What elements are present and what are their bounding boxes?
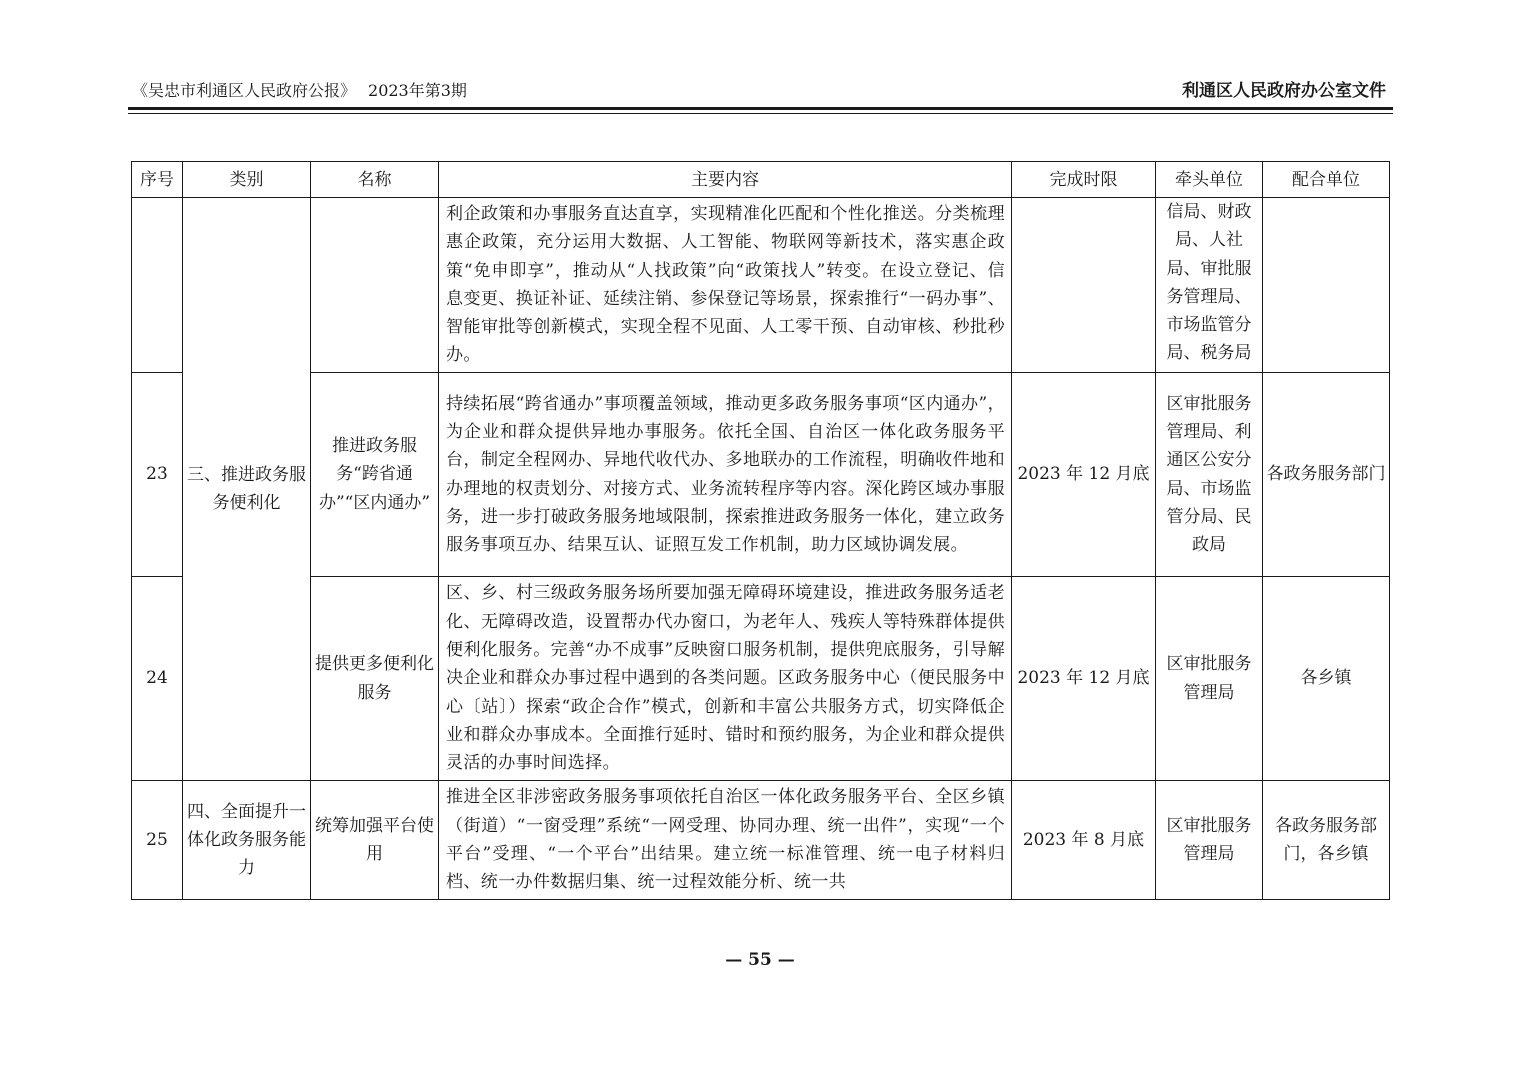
row-no: [132, 198, 183, 373]
row-category: 四、全面提升一体化政务服务能力: [183, 781, 311, 900]
table-row: [132, 781, 1390, 900]
row-coop: 各政务服务部门: [1263, 373, 1390, 577]
header-rule-thin: [128, 113, 1393, 114]
row-lead: 区审批服务管理局、利通区公安分局、市场监管分局、民政局: [1156, 373, 1263, 577]
table-row: [132, 577, 1390, 781]
col-header-category: 类别: [183, 162, 311, 198]
row-name: 推进政务服务“跨省通办”“区内通办”: [311, 373, 439, 577]
running-header-left: [132, 80, 467, 102]
row-deadline: 2023 年 12 月底: [1012, 577, 1156, 781]
row-deadline: [1012, 198, 1156, 373]
table-row: [132, 373, 1390, 577]
table-row: [132, 198, 1390, 373]
col-header-content: 主要内容: [439, 162, 1012, 198]
col-header-no: 序号: [132, 162, 183, 198]
row-name: 统筹加强平台使用: [311, 781, 439, 900]
page-number: — 55 —: [725, 950, 795, 970]
row-name: 提供更多便利化服务: [311, 577, 439, 781]
row-deadline: 2023 年 8 月底: [1012, 781, 1156, 900]
row-no: 24: [132, 577, 183, 781]
col-header-deadline: 完成时限: [1012, 162, 1156, 198]
row-no: 23: [132, 373, 183, 577]
publication-title: 《吴忠市利通区人民政府公报》: [132, 81, 357, 100]
row-content: 持续拓展“跨省通办”事项覆盖领域，推动更多政务服务事项“区内通办”，为企业和群众提供异地办事服务。依托全国、自治区一体化政务服务平台，制定全程网办、异地代收代办、多地联办的工作流程，明确收件地和办理地的权责划分、对接方式、业务流转程序等内容。深化跨区域办事服务，进一步打破政务服务地域限制，探索推进政务服务一体化，建立政务服务事项互办、结果互认、证照互发工作机制，助力区域协调发展。: [439, 373, 1012, 577]
header-rule-thick: [128, 107, 1393, 110]
row-lead: 信局、财政局、人社局、审批服务管理局、市场监管分局、税务局: [1156, 198, 1263, 373]
row-deadline: 2023 年 12 月底: [1012, 373, 1156, 577]
col-header-name: 名称: [311, 162, 439, 198]
row-no: 25: [132, 781, 183, 900]
row-content: 推进全区非涉密政务服务事项依托自治区一体化政务服务平台、全区乡镇（街道）“一窗受理”系统“一网受理、协同办理、统一出件”，实现“一个平台”受理、“一个平台”出结果。建立统一标准管理、统一电子材料归档、统一办件数据归集、统一过程效能分析、统一共: [439, 781, 1012, 900]
row-coop: 各政务服务部门，各乡镇: [1263, 781, 1390, 900]
issue-number: 2023年第3期: [368, 81, 467, 100]
running-header-right: 利通区人民政府办公室文件: [1182, 81, 1386, 101]
row-name: [311, 198, 439, 373]
row-coop: 各乡镇: [1263, 577, 1390, 781]
row-coop: [1263, 198, 1390, 373]
row-lead: 区审批服务管理局: [1156, 577, 1263, 781]
row-lead: 区审批服务管理局: [1156, 781, 1263, 900]
row-category: 三、推进政务服务便利化: [183, 198, 311, 781]
task-table: [131, 161, 1390, 900]
col-header-lead: 牵头单位: [1156, 162, 1263, 198]
row-content: 区、乡、村三级政务服务场所要加强无障碍环境建设，推进政务服务适老化、无障碍改造，设置帮办代办窗口，为老年人、残疾人等特殊群体提供便利化服务。完善“办不成事”反映窗口服务机制，提供兜底服务，引导解决企业和群众办事过程中遇到的各类问题。区政务服务中心（便民服务中心〔站〕）探索“政企合作”模式，创新和丰富公共服务方式，切实降低企业和群众办事成本。全面推行延时、错时和预约服务，为企业和群众提供灵活的办事时间选择。: [439, 577, 1012, 781]
row-content: 利企政策和办事服务直达直享，实现精准化匹配和个性化推送。分类梳理惠企政策，充分运用大数据、人工智能、物联网等新技术，落实惠企政策“免申即享”，推动从“人找政策”向“政策找人”转变。在设立登记、信息变更、换证补证、延续注销、参保登记等场景，探索推行“一码办事”、智能审批等创新模式，实现全程不见面、人工零干预、自动审核、秒批秒办。: [439, 198, 1012, 373]
table-header-row: [132, 162, 1390, 198]
col-header-coop: 配合单位: [1263, 162, 1390, 198]
